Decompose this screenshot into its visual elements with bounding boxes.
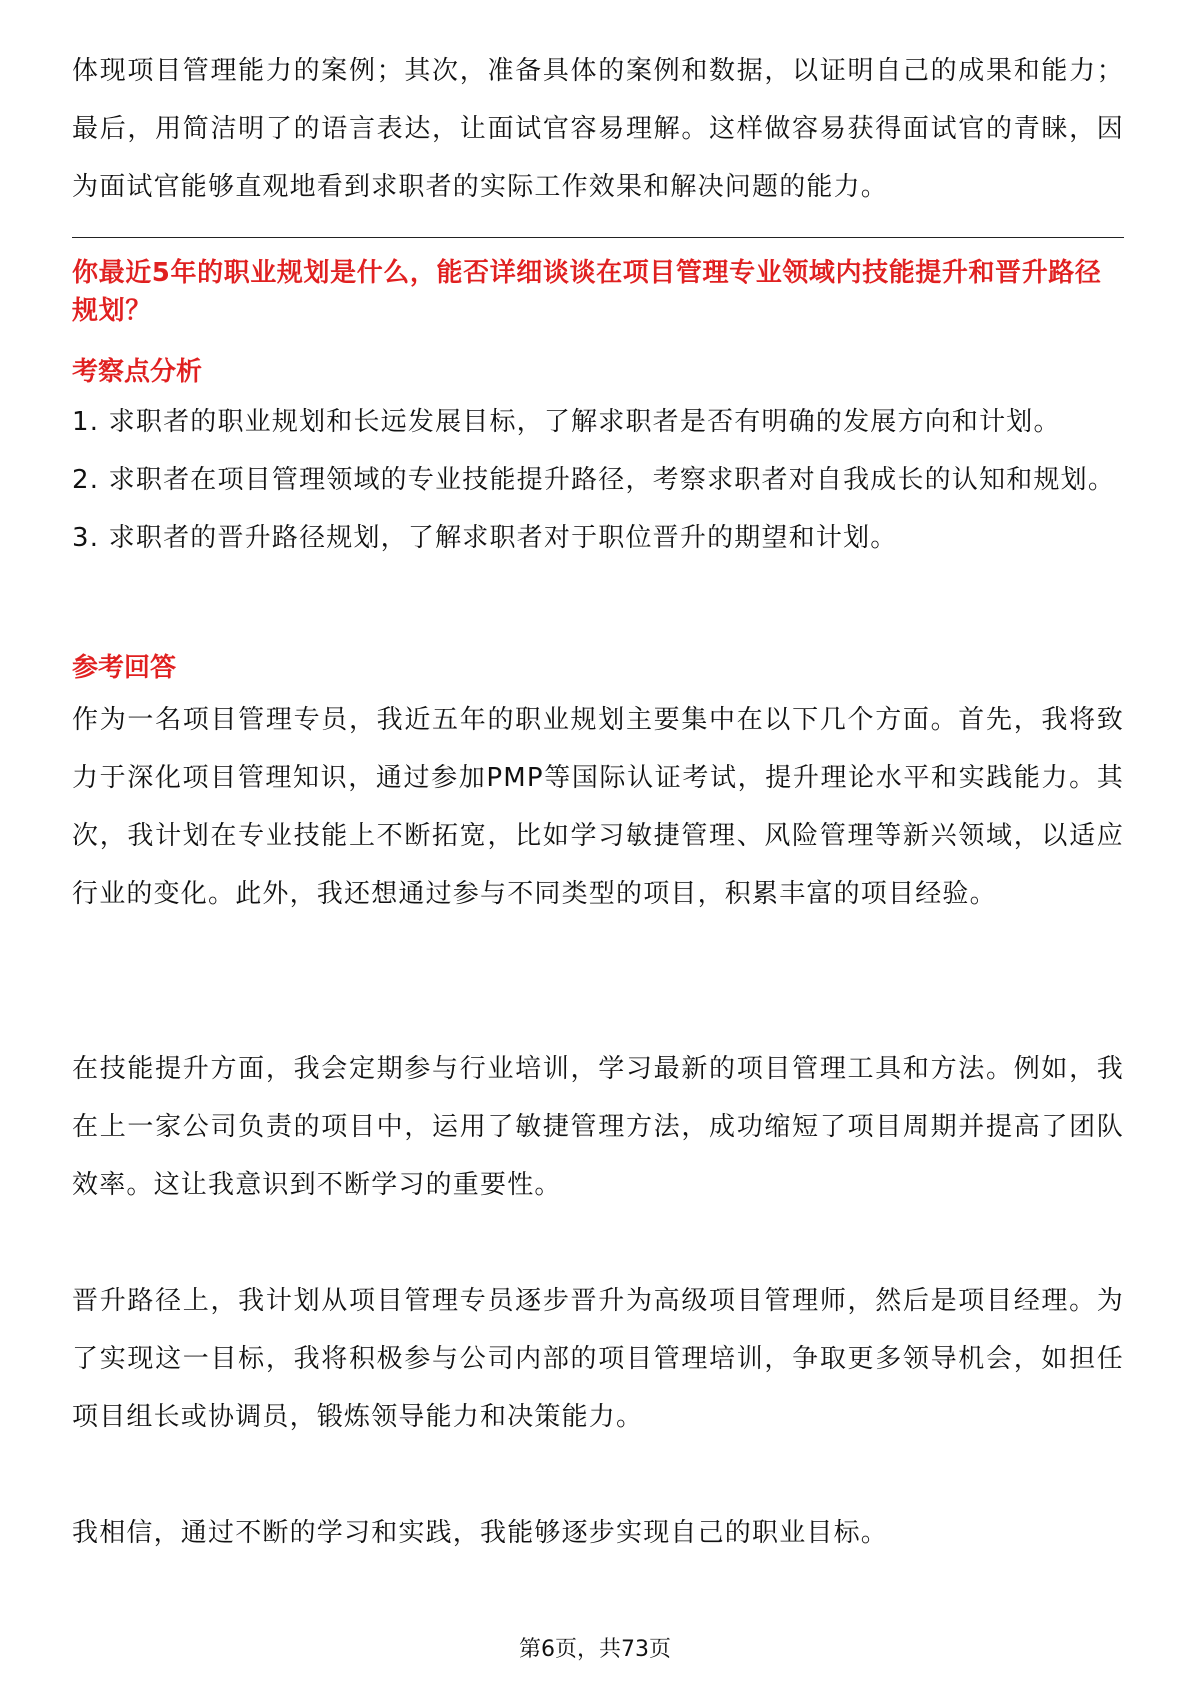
analysis-item: 3. 求职者的晋升路径规划，了解求职者对于职位晋升的期望和计划。	[72, 523, 898, 553]
analysis-item: 1. 求职者的职业规划和长远发展目标，了解求职者是否有明确的发展方向和计划。	[72, 407, 1061, 437]
answer-title: 参考回答	[72, 653, 177, 683]
answer-paragraph: 在技能提升方面，我会定期参与行业培训，学习最新的项目管理工具和方法。例如，我在上一家公司负责的项目中，运用了敏捷管理方法，成功缩短了项目周期并提高了团队效率。这让我意识到不断学习的重要性。	[72, 1054, 1124, 1200]
answer-paragraph: 作为一名项目管理专员，我近五年的职业规划主要集中在以下几个方面。首先，我将致力于深化项目管理知识，通过参加PMP等国际认证考试，提升理论水平和实践能力。其次，我计划在专业技能上不断拓宽，比如学习敏捷管理、风险管理等新兴领域，以适应行业的变化。此外，我还想通过参与不同类型的项目，积累丰富的项目经验。	[72, 705, 1124, 909]
analysis-title: 考察点分析	[72, 357, 203, 387]
intro-paragraph: 体现项目管理能力的案例；其次，准备具体的案例和数据，以证明自己的成果和能力；最后，用简洁明了的语言表达，让面试官容易理解。这样做容易获得面试官的青睐，因为面试官能够直观地看到求职者的实际工作效果和解决问题的能力。	[72, 56, 1124, 202]
answer-paragraph: 晋升路径上，我计划从项目管理专员逐步晋升为高级项目管理师，然后是项目经理。为了实现这一目标，我将积极参与公司内部的项目管理培训，争取更多领导机会，如担任项目组长或协调员，锻炼领导能力和决策能力。	[72, 1286, 1124, 1432]
analysis-item: 2. 求职者在项目管理领域的专业技能提升路径，考察求职者对自我成长的认知和规划。	[72, 465, 1116, 495]
analysis-list	[72, 393, 1124, 567]
answer-paragraph: 我相信，通过不断的学习和实践，我能够逐步实现自己的职业目标。	[72, 1518, 889, 1548]
page-number: 第6页，共73页	[519, 1637, 671, 1662]
interview-question: 你最近5年的职业规划是什么，能否详细谈谈在项目管理专业领域内技能提升和晋升路径规划？	[72, 258, 1102, 326]
section-divider	[72, 237, 1124, 238]
